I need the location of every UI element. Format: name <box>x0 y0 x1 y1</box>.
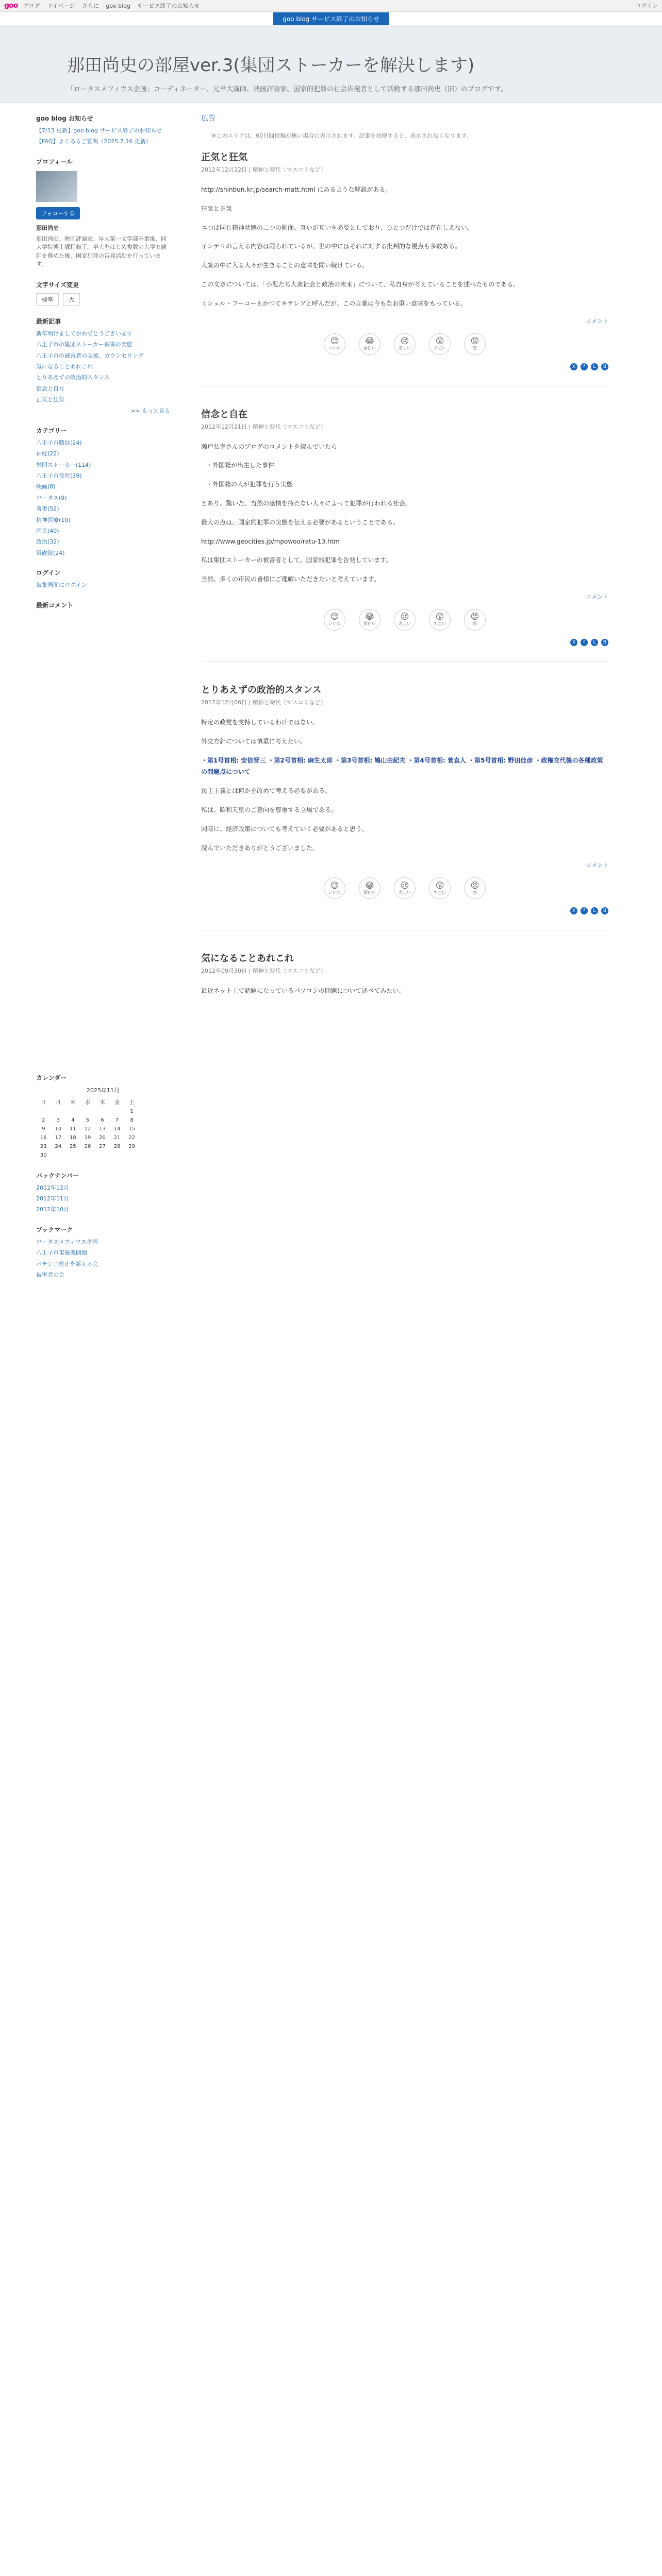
blog-subtitle: 「ロータスメフィウス企画」コーディネーター、元早大講師、映画評論家、国家的犯罪の社会告発者として活動する那田尚史（旧）のブログです。 <box>67 86 507 93</box>
blog-header <box>0 25 662 103</box>
entry-date: 2012年12月06日 | 精神と時代（マスコミなど） <box>201 699 326 706</box>
share-line-icon[interactable]: L <box>591 639 598 646</box>
share-icons <box>201 907 608 914</box>
reaction-button[interactable] <box>324 333 345 355</box>
recent-post-link[interactable]: 八王子市の被害者の支援、カウンセリング <box>36 352 144 359</box>
reaction-emoji-icon: 😊 <box>330 880 339 890</box>
entry-paragraph: ニつは同じ精神状態の二つの側面。互いが互いを必要としており、ひとつだけでは存在しえない。 <box>201 224 473 231</box>
login-section <box>36 568 170 589</box>
calendar-cell: 26 <box>84 1143 91 1149</box>
recent-post-link[interactable]: 八王子市の集団ストーカー被害の実態 <box>36 341 133 348</box>
share-icons <box>201 639 608 646</box>
calendar-cell: 15 <box>128 1126 136 1132</box>
bookmark-link[interactable]: 被害者の会 <box>36 1271 64 1278</box>
calendar-cell <box>124 1151 139 1160</box>
calendar-cell: 13 <box>99 1126 106 1132</box>
blog-entry <box>201 150 608 370</box>
calendar-cell: 9 <box>42 1126 45 1132</box>
entry-paragraph: 民主主義とは何かを改めて考える必要がある。 <box>201 787 332 795</box>
reaction-label: 悲しい <box>399 890 411 895</box>
entry-paragraph: 特定の政党を支持しているわけではない。 <box>201 718 319 726</box>
sidebar <box>0 103 180 1282</box>
calendar-cell: 6 <box>101 1117 104 1123</box>
category-title: カテゴリー <box>36 427 67 434</box>
reaction-button[interactable] <box>394 333 416 355</box>
top-navigation-bar <box>0 0 662 12</box>
backnumber-link[interactable]: 2012年10月 <box>36 1206 69 1213</box>
reaction-emoji-icon: 😢 <box>400 880 409 890</box>
calendar-cell: 18 <box>70 1134 76 1141</box>
calendar-cell: 19 <box>84 1134 91 1141</box>
entry-paragraph: 当然、多くの市民の皆様にご理解いただきたいと考えています。 <box>201 575 380 583</box>
recent-more-link[interactable]: >> もっと見る <box>130 407 170 414</box>
goo-logo[interactable]: goo <box>4 2 18 10</box>
recent-post-link[interactable]: 信念と自在 <box>36 385 64 392</box>
calendar-cell: 4 <box>71 1117 75 1123</box>
login-title: ログイン <box>36 569 61 577</box>
calendar-month: 2025年11月 <box>87 1087 120 1094</box>
entry-title[interactable]: 正気と狂気 <box>201 152 247 163</box>
reaction-emoji-icon: 😂 <box>365 336 375 346</box>
calendar-cell <box>65 1151 80 1160</box>
news-item[interactable]: 【7/13 更新】goo blog サービス終了のお知らせ <box>36 127 162 134</box>
calendar-section <box>36 1073 170 1160</box>
share-facebook-icon[interactable]: f <box>581 907 588 914</box>
entry-date: 2012年09月30日 | 精神と時代（マスコミなど） <box>201 968 326 975</box>
reaction-label: すごい <box>434 621 446 626</box>
entry-paragraph: 最近ネット上で話題になっているパソコンの問題について述べてみたい。 <box>201 987 405 995</box>
share-bookmark-icon[interactable]: B <box>601 639 608 646</box>
reaction-emoji-icon: 😲 <box>435 612 444 622</box>
reaction-button[interactable] <box>324 877 345 899</box>
calendar-cell: 14 <box>113 1126 121 1132</box>
calendar-cell: 16 <box>40 1134 47 1141</box>
calendar-cell: 20 <box>99 1134 106 1141</box>
category-link[interactable]: 神経(22) <box>36 450 59 457</box>
font-size-title: 文字サイズ変更 <box>36 281 79 289</box>
calendar-day-head: 木 <box>100 1099 105 1106</box>
top-nav-service-end[interactable]: サービス終了のお知らせ <box>137 3 200 9</box>
news-title: goo blog お知らせ <box>36 115 93 122</box>
calendar-cell <box>51 1151 66 1160</box>
calendar-cell: 22 <box>128 1134 136 1141</box>
reaction-emoji-icon: 😲 <box>435 336 444 346</box>
calendar-table <box>36 1096 139 1160</box>
category-link[interactable]: 集団ストーカー(114) <box>36 461 91 468</box>
calendar-day-head: 土 <box>129 1099 135 1106</box>
entry-paragraph: 同時に、経済政策についても考えていく必要があると思う。 <box>201 825 368 833</box>
entry-paragraph: 狂気と正気 <box>201 205 233 212</box>
entry-paragraph: インテリの言える内容は限られているが、世の中にはそれに対する批判的な視点も多数ある。 <box>201 243 461 250</box>
profile-text: 那田尚史、映画評論家、早大第一文学部卒業後、同大学院博士課程修了。早大をはじめ複数の大学で講師を務めた後、国家犯罪の告発活動を行っています。 <box>36 235 167 268</box>
blog-entry <box>201 951 608 997</box>
reaction-button[interactable] <box>394 609 416 631</box>
profile-section <box>36 157 170 269</box>
comment-link[interactable]: コメント <box>586 593 608 600</box>
reaction-emoji-icon: 😢 <box>400 612 409 622</box>
share-x-icon[interactable]: X <box>570 363 577 370</box>
linked-list[interactable]: ・第1号首相: 安倍晋三 ・第2号首相: 麻生太郎 ・第3号首相: 鳩山由紀夫 ・第4号首相: 菅直人 ・第5号首相: 野田佳彦 ・政権交代後の各種政策の問題点について <box>201 756 603 776</box>
top-nav-goo-blog[interactable]: goo blog <box>106 3 133 9</box>
reaction-button[interactable] <box>359 609 380 631</box>
bookmark-link[interactable]: ロータスメフィウス企画 <box>36 1238 98 1245</box>
calendar-cell: 17 <box>55 1134 62 1141</box>
entry-paragraph: 私は、昭和天皇のご意向を尊重する立場である。 <box>201 806 338 814</box>
top-nav-links <box>23 2 205 10</box>
reaction-emoji-icon: 😡 <box>470 880 479 890</box>
category-link[interactable]: ロータス(9) <box>36 494 67 501</box>
calendar-cell: 12 <box>84 1126 91 1132</box>
bookmark-section <box>36 1225 170 1279</box>
reaction-label: いいね <box>328 346 341 351</box>
category-link[interactable]: 八王子市職員(24) <box>36 439 82 446</box>
category-link[interactable]: 映画(8) <box>36 483 56 490</box>
calendar-cell: 11 <box>70 1126 76 1132</box>
font-size-large[interactable]: 大 <box>63 293 80 306</box>
recent-comments-title: 最新コメント <box>36 601 74 609</box>
reaction-label: 怒 <box>473 346 477 351</box>
inactivity-notice: ※このエリアは、60日間投稿が無い場合に表示されます。記事を投稿すると、表示されなくなります。 <box>211 132 472 139</box>
page-body <box>0 103 662 1282</box>
calendar-cell: 5 <box>86 1117 90 1123</box>
news-section <box>36 114 170 146</box>
calendar-cell: 29 <box>128 1143 136 1149</box>
profile-name: 那田尚史 <box>36 224 59 231</box>
calendar-day-head: 金 <box>114 1099 120 1106</box>
entry-paragraph: 瀬戸弘幸さんのブログのコメントを読んでいたら <box>201 443 338 450</box>
entry-date: 2012年12月21日 | 精神と時代（マスコミなど） <box>201 423 326 430</box>
entry-date: 2012年12月22日 | 精神と時代（マスコミなど） <box>201 166 326 173</box>
news-item[interactable]: 【FAQ】よくあるご質問（2025.7.16 更新） <box>36 138 152 145</box>
reaction-buttons <box>201 333 608 355</box>
bookmark-link[interactable]: パチンコ廃止を訴える会 <box>36 1260 98 1267</box>
backnumber-link[interactable]: 2012年11月 <box>36 1195 69 1202</box>
font-size-normal[interactable]: 標準 <box>36 293 59 306</box>
reaction-emoji-icon: 😲 <box>435 880 444 890</box>
calendar-cell <box>80 1107 95 1116</box>
share-bookmark-icon[interactable]: B <box>601 363 608 370</box>
reaction-label: 面白い <box>363 346 376 351</box>
calendar-cell: 28 <box>113 1143 121 1149</box>
share-facebook-icon[interactable]: f <box>581 363 588 370</box>
service-end-banner-link[interactable]: goo blog サービス終了のお知らせ <box>273 12 388 25</box>
blog-title[interactable]: 那田尚史の部屋ver.3(集団ストーカーを解決します) <box>67 55 475 76</box>
reaction-button[interactable] <box>429 877 451 899</box>
calendar-cell: 1 <box>130 1108 134 1114</box>
calendar-cell: 8 <box>130 1117 134 1123</box>
reaction-emoji-icon: 😢 <box>400 336 409 346</box>
calendar-cell <box>110 1151 125 1160</box>
reaction-label: すごい <box>434 890 446 895</box>
reaction-emoji-icon: 😊 <box>330 336 339 346</box>
backnumber-title: バックナンバー <box>36 1172 79 1179</box>
entry-paragraph: 読んでいただきありがとうございました。 <box>201 844 319 852</box>
reaction-buttons <box>201 877 608 899</box>
reaction-label: 面白い <box>363 890 376 895</box>
calendar-cell: 25 <box>70 1143 76 1149</box>
share-line-icon[interactable]: L <box>591 907 598 914</box>
entry-paragraph: 最大の点は、国家的犯罪の実態を伝える必要があるということである。 <box>201 518 400 526</box>
font-size-section <box>36 280 170 306</box>
profile-avatar <box>36 171 77 202</box>
calendar-cell: 10 <box>55 1126 62 1132</box>
reaction-emoji-icon: 😊 <box>330 612 339 622</box>
main-content <box>180 103 608 1282</box>
reaction-button[interactable] <box>464 609 486 631</box>
entry-paragraph: 外交方針については慎重に考えたい。 <box>201 737 306 745</box>
entry-paragraph: ミシェル・フーコーもかつてキテレツと呼んだが、この言葉は今もなお重い意味をもっている。 <box>201 299 467 307</box>
reaction-emoji-icon: 😡 <box>470 336 479 346</box>
calendar-cell <box>51 1107 66 1116</box>
entry-title[interactable]: 信念と自在 <box>201 409 247 420</box>
edit-login-link[interactable]: 編集画面にログイン <box>36 582 87 589</box>
reaction-label: 面白い <box>363 621 376 626</box>
recent-post-link[interactable]: 新年明けましておめでとうございます <box>36 330 133 337</box>
calendar-cell: 23 <box>40 1143 47 1149</box>
comment-link[interactable]: コメント <box>586 317 608 325</box>
reaction-button[interactable] <box>429 333 451 355</box>
entry-link[interactable]: http://www.geocities.jp/mpowoo/ratu-13.htm <box>201 537 340 545</box>
reaction-button[interactable] <box>359 333 380 355</box>
bookmark-link[interactable]: 八王子市電磁波問題 <box>36 1249 87 1257</box>
reaction-button[interactable] <box>464 877 486 899</box>
category-section <box>36 426 170 557</box>
calendar-cell: 2 <box>42 1117 45 1123</box>
recent-posts-section <box>36 317 170 415</box>
share-icons <box>201 363 608 370</box>
reaction-button[interactable] <box>464 333 486 355</box>
calendar-cell: 27 <box>99 1143 106 1149</box>
calendar-cell <box>110 1107 125 1116</box>
service-end-banner <box>0 12 662 25</box>
reaction-label: 悲しい <box>399 346 411 351</box>
login-link[interactable]: ログイン <box>635 3 658 9</box>
follow-button[interactable]: フォローする <box>36 207 80 219</box>
entry-title[interactable]: 気になることあれこれ <box>201 953 294 964</box>
calendar-cell <box>95 1107 110 1116</box>
blog-entry <box>201 407 608 646</box>
calendar-day-head: 火 <box>70 1099 76 1106</box>
calendar-day-head: 月 <box>55 1099 61 1106</box>
calendar-cell <box>36 1107 51 1116</box>
blog-entry <box>201 683 608 914</box>
entry-title[interactable]: とりあえずの政治的スタンス <box>201 684 322 696</box>
reaction-label: すごい <box>434 346 446 351</box>
recent-post-link[interactable]: 正気と狂気 <box>36 396 64 403</box>
entry-paragraph: ・外国籍が出生した事件 <box>206 462 275 469</box>
entry-paragraph: http://shinbun.kr.jp/search-matt.html にあるような解説がある。 <box>201 186 392 193</box>
category-link[interactable]: 電磁波(24) <box>36 549 65 556</box>
calendar-cell <box>80 1151 95 1160</box>
bookmark-title: ブックマーク <box>36 1226 73 1233</box>
calendar-cell: 7 <box>115 1117 119 1123</box>
reaction-label: 怒 <box>473 621 477 626</box>
top-nav-blog[interactable]: ブログ <box>23 3 40 9</box>
reaction-button[interactable] <box>324 609 345 631</box>
share-x-icon[interactable]: X <box>570 639 577 646</box>
calendar-day-head: 水 <box>85 1099 90 1106</box>
top-nav-more[interactable]: さらに <box>81 3 99 9</box>
recent-comments-section <box>36 601 170 609</box>
reaction-label: いいね <box>328 621 341 626</box>
category-link[interactable]: 国会(40) <box>36 528 59 535</box>
entry-paragraph: とあり、驚いた。当然の感情を持たない人々によって犯罪が行われる社会。 <box>201 499 412 507</box>
top-nav-mypage[interactable]: マイページ <box>46 3 75 9</box>
profile-title: プロフィール <box>36 158 73 165</box>
reaction-emoji-icon: 😂 <box>365 880 375 890</box>
category-link[interactable]: 精神医療(10) <box>36 516 71 523</box>
share-facebook-icon[interactable]: f <box>581 639 588 646</box>
share-bookmark-icon[interactable]: B <box>601 907 608 914</box>
category-link[interactable]: 政治(32) <box>36 538 59 546</box>
reaction-button[interactable] <box>429 609 451 631</box>
share-x-icon[interactable]: X <box>570 907 577 914</box>
comment-link[interactable]: コメント <box>586 862 608 869</box>
entry-paragraph: 私は集団ストーカーの被害者として、国家的犯罪を告発しています。 <box>201 556 392 564</box>
category-link[interactable]: 著書(52) <box>36 505 59 513</box>
calendar-cell <box>95 1151 110 1160</box>
reaction-buttons <box>201 609 608 631</box>
calendar-cell: 3 <box>56 1117 60 1123</box>
recent-post-link[interactable]: 気になることあれこれ <box>36 363 93 370</box>
entry-paragraph: 大衆の中に入る人々が生きることの意味を問い続けている。 <box>201 262 369 269</box>
calendar-title: カレンダー <box>36 1074 67 1081</box>
calendar-cell: 24 <box>55 1143 62 1149</box>
share-line-icon[interactable]: L <box>591 363 598 370</box>
reaction-emoji-icon: 😂 <box>365 612 375 622</box>
recent-posts-title: 最新記事 <box>36 317 61 325</box>
reaction-button[interactable] <box>359 877 380 899</box>
ad-label: 広告 <box>201 114 216 123</box>
reaction-button[interactable] <box>394 877 416 899</box>
entry-paragraph: ・外国籍の人が犯罪を行う実態 <box>206 481 293 488</box>
category-link[interactable]: 八王子市役所(39) <box>36 472 82 480</box>
reaction-label: 怒 <box>473 890 477 895</box>
entry-paragraph: この文章については、「小児たち大衆社会と政治の未来」について、私自身が考えていることを述べたものである。 <box>201 280 520 288</box>
reaction-label: いいね <box>328 890 341 895</box>
recent-post-link[interactable]: とりあえずの政治的スタンス <box>36 374 110 381</box>
reaction-emoji-icon: 😡 <box>470 612 479 622</box>
calendar-cell <box>65 1107 80 1116</box>
calendar-cell: 21 <box>113 1134 121 1141</box>
backnumber-link[interactable]: 2012年12月 <box>36 1184 69 1191</box>
backnumber-section <box>36 1171 170 1214</box>
reaction-label: 悲しい <box>399 621 411 626</box>
calendar-cell: 30 <box>40 1152 47 1158</box>
calendar-day-head: 日 <box>41 1099 46 1106</box>
